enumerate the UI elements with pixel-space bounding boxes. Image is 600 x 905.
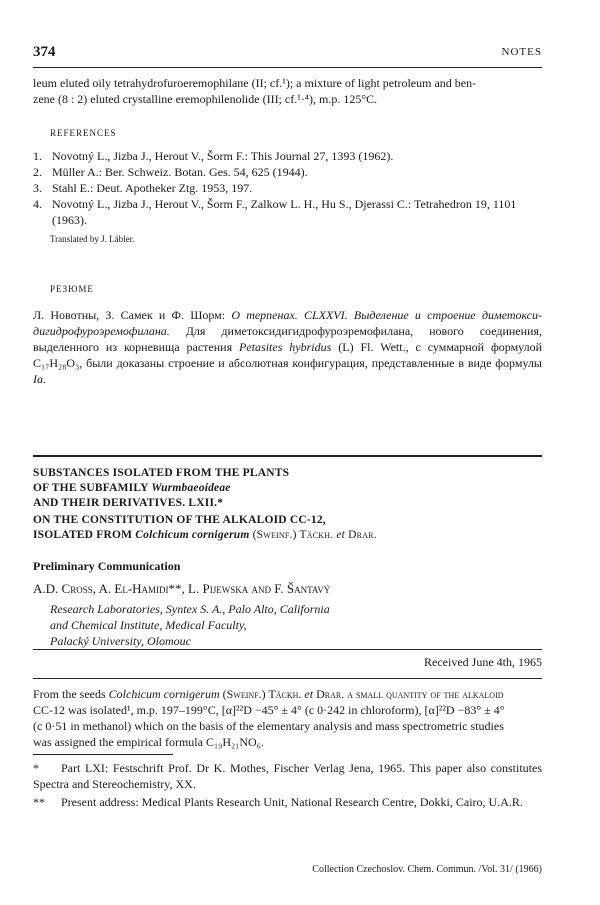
resume-authors: Л. Новотны, З. Самек и Ф. Шорм: <box>33 308 226 322</box>
journal-citation: Collection Czechoslov. Chem. Commun. /Vol. 31/ (1966) <box>312 864 542 875</box>
resume-species: Petasites hybridus <box>239 340 332 354</box>
title-line-2-text: OF THE SUBFAMILY <box>33 482 149 494</box>
intro-line-1: leum eluted oily tetrahydrofuroeremophilane (II; cf.¹); a mixture of light petroleum and ben- <box>33 76 477 90</box>
footnote-mark: ** <box>33 795 45 809</box>
subtitle-line-1: ON THE CONSTITUTION OF THE ALKALOID CC-12, <box>33 514 326 526</box>
footnote-text: Part LXI: Festschrift Prof. Dr K. Mothes, Fischer Verlag Jena, 1965. This paper also constitutes Spectra and Stereochemistry, XX. <box>33 761 542 791</box>
references-heading: REFERENCES <box>50 128 117 138</box>
body-line-2: CC-12 was isolated¹, m.p. 197–199°C, [α]²²D −45° ± 4° (c 0·242 in chloroform), [α]²²D −83° ± 4° <box>33 703 505 717</box>
affiliations <box>50 601 330 649</box>
resume-title: О терпенах. CLXXVI. Выделение и строение диметокси-дигидрофуроэремофилана. <box>33 308 543 338</box>
body-text: From the seeds <box>33 687 106 701</box>
reference-number: 4. <box>33 197 42 211</box>
page-number: 374 <box>33 44 56 60</box>
footnote-1 <box>33 760 542 792</box>
header-rule <box>33 67 542 68</box>
author-abbrev: (Sweinf.) Täckh. <box>252 529 334 541</box>
subfamily-name: Wurmbaeoideae <box>151 482 231 494</box>
author-abbrev: (Sweinf.) Täckh. <box>222 687 302 701</box>
reference-item <box>33 180 542 196</box>
reference-text: Novotný L., Jizba J., Herout V., Šorm F.: This Journal 27, 1393 (1962). <box>52 149 394 163</box>
article-title <box>33 466 542 543</box>
reference-number: 1. <box>33 149 42 163</box>
author-abbrev-2: Drar. <box>348 529 377 541</box>
subtitle-line-2-text: ISOLATED FROM <box>33 529 133 541</box>
resume-heading: РЕЗЮМЕ <box>50 284 94 294</box>
translator-credit: Translated by J. Lábler. <box>50 234 135 244</box>
received-date: Received June 4th, 1965 <box>424 655 542 669</box>
page-header <box>33 44 542 64</box>
reference-item <box>33 196 542 228</box>
resume-body-2: (L) Fl. Wett., с суммарной формулой C₁₇H₂₈O₃, были доказаны строение и абсолютная конфигурация, представленные в виде формулы <box>33 340 543 370</box>
reference-number: 2. <box>33 165 42 179</box>
species-name: Colchicum cornigerum <box>108 687 220 701</box>
body-line-1 <box>33 686 542 702</box>
intro-paragraph <box>33 75 542 107</box>
affiliation-line-1: Research Laboratories, Syntex S. A., Palo Alto, California <box>50 602 330 616</box>
et-word: et <box>336 529 346 541</box>
reference-text: Müller A.: Ber. Schweiz. Botan. Ges. 54, 625 (1944). <box>52 165 308 179</box>
footnote-2 <box>33 794 542 810</box>
reference-item <box>33 148 542 164</box>
affiliation-line-2: and Chemical Institute, Medical Faculty, <box>50 618 247 632</box>
body-line-4: was assigned the empirical formula C₁₉H₂₁NO₆. <box>33 735 264 749</box>
footnote-rule <box>33 754 173 755</box>
reference-text: Novotný L., Jizba J., Herout V., Šorm F., Zalkow L. H., Hu S., Djerassi C.: Tetrahedron 19, 1101 (1963). <box>52 197 517 227</box>
section-separator <box>33 455 542 457</box>
footnote-mark: * <box>33 761 39 775</box>
communication-type: Preliminary Communication <box>33 559 181 573</box>
resume-formula: Ia. <box>33 372 46 386</box>
footnote-text: Present address: Medical Plants Research Unit, National Research Centre, Dokki, Cairo, U.A.R. <box>61 795 523 809</box>
title-line-1: SUBSTANCES ISOLATED FROM THE PLANTS <box>33 467 290 479</box>
footnotes <box>33 760 542 810</box>
reference-text: Stahl E.: Deut. Apotheker Ztg. 1953, 197. <box>52 181 253 195</box>
references-list <box>33 148 542 228</box>
reference-item <box>33 164 542 180</box>
subtitle-line-2 <box>33 528 542 543</box>
received-rule <box>33 678 542 679</box>
affiliation-rule <box>33 649 542 650</box>
body-text: Drar. a small quantity of the alkaloid <box>316 687 504 701</box>
reference-number: 3. <box>33 181 42 195</box>
article-authors: A.D. Cross, A. El-Hamidi**, L. Pijewska and F. Šantavý <box>33 581 331 596</box>
resume-body-1: Для диметоксидигидрофуроэремофилана, нового соединения, выделенного из корневища растения <box>33 324 542 354</box>
body-line-3: (c 0·51 in methanol) which on the basis of the elementary analysis and mass spectrometric studies <box>33 719 504 733</box>
running-head: NOTES <box>501 46 542 58</box>
species-name: Colchicum cornigerum <box>135 529 250 541</box>
title-line-2 <box>33 481 542 496</box>
intro-line-2: zene (8 : 2) eluted crystalline eremophilenolide (III; cf.¹·⁴), m.p. 125°C. <box>33 92 378 106</box>
et-word: et <box>304 687 314 701</box>
article-body <box>33 686 542 750</box>
affiliation-line-3: Palacký University, Olomouc <box>50 634 191 648</box>
resume-paragraph <box>33 307 542 387</box>
title-line-3: AND THEIR DERIVATIVES. LXII.* <box>33 497 224 509</box>
